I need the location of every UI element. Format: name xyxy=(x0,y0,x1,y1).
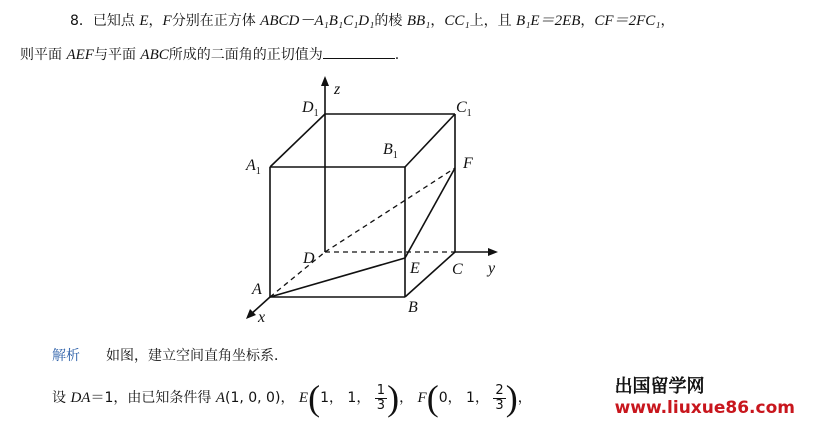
coord-f: 0， 1， xyxy=(438,390,489,406)
hidden-edge-ad xyxy=(270,252,325,297)
punctuation: ， xyxy=(280,390,295,406)
label-b: B xyxy=(408,299,418,316)
label-f: F xyxy=(463,155,473,172)
solution-text: 如图，建立空间直角坐标系． xyxy=(106,348,288,364)
segment-da: DA xyxy=(70,390,91,406)
plane-aef: AEF xyxy=(66,47,94,63)
solution-label: 解析 xyxy=(52,348,80,364)
fraction-numerator: 1 xyxy=(376,382,386,398)
paren-open: ( xyxy=(426,378,439,418)
label-e: E xyxy=(410,260,420,277)
label-c: C xyxy=(452,261,463,278)
label-b1: $B_1$ xyxy=(383,141,398,161)
watermark-text: 出国留学网 xyxy=(614,376,705,397)
point-a: A xyxy=(215,390,225,406)
edge-b1c1 xyxy=(405,114,455,167)
punctuation: ， xyxy=(660,13,675,29)
label-d1: $D_1$ xyxy=(302,99,319,119)
question-text: 所成的二面角的正切值为 xyxy=(168,47,323,63)
label-d: D xyxy=(303,250,315,267)
question-line-2 xyxy=(20,44,399,64)
segment-ae xyxy=(270,258,405,297)
solution-text: 设 xyxy=(52,390,71,406)
coord-a: (1, 0, 0) xyxy=(224,390,281,406)
watermark-url: www.liuxue86.com xyxy=(614,398,795,418)
watermark xyxy=(615,372,795,418)
punctuation: ， xyxy=(517,390,532,406)
question-text: 已知点 xyxy=(92,13,140,29)
question-text: 上，且 xyxy=(469,13,517,29)
solution-line-2 xyxy=(52,380,532,416)
answer-blank xyxy=(323,46,395,59)
condition-1: B₁E＝2EB xyxy=(516,13,581,29)
question-number: 8． xyxy=(70,13,93,29)
punctuation: ， xyxy=(148,13,163,29)
punctuation: . xyxy=(394,47,400,63)
fraction-denominator: 3 xyxy=(376,397,386,413)
label-z: z xyxy=(334,81,341,98)
y-arrow xyxy=(488,248,498,256)
cube-name: ABCD－A₁B₁C₁D₁ xyxy=(260,13,375,29)
fraction-numerator: 2 xyxy=(495,382,504,398)
question-line-1 xyxy=(70,9,674,30)
coord-e: 1， 1， xyxy=(320,390,371,406)
z-arrow xyxy=(321,76,329,86)
point-f: F xyxy=(417,390,427,406)
paren-close: ) xyxy=(387,378,400,418)
punctuation: ， xyxy=(430,13,445,29)
label-a: A xyxy=(252,281,262,298)
condition-2: CF＝2FC₁ xyxy=(594,13,661,29)
point-f-label: F xyxy=(162,13,172,29)
fraction-denominator: 3 xyxy=(495,397,504,413)
paren-close: ) xyxy=(505,378,518,418)
question-text: 分别在正方体 xyxy=(171,13,261,29)
point-e-label: E xyxy=(139,13,149,29)
fraction-e-z xyxy=(375,384,387,412)
hidden-segment-df xyxy=(325,168,455,252)
plane-abc: ABC xyxy=(140,47,169,63)
question-text: 则平面 xyxy=(20,47,67,63)
edge-a1d1 xyxy=(270,114,325,167)
segment-ef xyxy=(405,168,455,258)
question-text: 与平面 xyxy=(93,47,141,63)
edge-bb1: BB₁ xyxy=(406,13,431,29)
cube-figure xyxy=(230,72,510,327)
solution-text: ＝1，由已知条件得 xyxy=(90,390,216,406)
question-text: 的棱 xyxy=(374,13,407,29)
point-e: E xyxy=(298,390,309,406)
edge-cc1: CC₁ xyxy=(444,13,470,29)
label-c1: $C_1$ xyxy=(456,99,472,119)
fraction-f-z xyxy=(493,384,505,412)
punctuation: ， xyxy=(399,390,414,406)
label-y: y xyxy=(488,260,496,277)
punctuation: ， xyxy=(580,13,595,29)
paren-open: ( xyxy=(308,378,321,418)
label-x: x xyxy=(258,309,266,326)
label-a1: $A_1$ xyxy=(246,157,261,177)
